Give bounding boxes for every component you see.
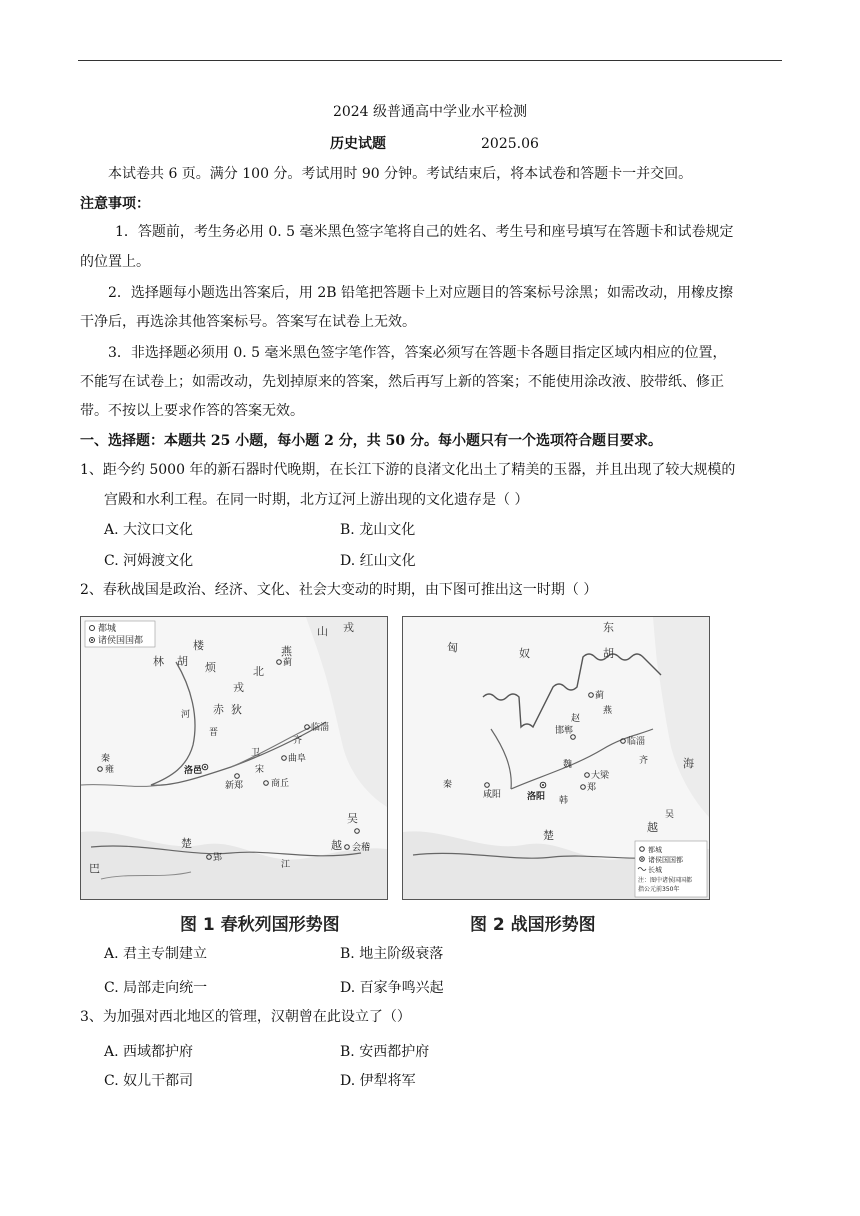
map2-legend-wall: 长城 — [648, 866, 662, 874]
map1-label: 洛邑 — [184, 766, 203, 776]
map-warring-states — [402, 616, 710, 900]
q3-stem: 3、为加强对西北地区的管理，汉朝曾在此设立了（） — [80, 1009, 411, 1025]
notice-item-3-line-1: 3．非选择题必须用 0. 5 毫米黑色签字笔作答，答案必须写在答题卡各题目指定区域内相应的位置， — [108, 345, 727, 361]
map1-label: 越 — [331, 839, 342, 852]
map2-label: 邯郸 — [555, 726, 574, 736]
map1-label: 曲阜 — [288, 754, 307, 764]
map1-label: 临淄 — [311, 723, 330, 733]
map2-label: 海 — [683, 757, 694, 770]
map1-label: 楼 — [193, 639, 204, 652]
map-spring-autumn — [80, 616, 388, 900]
map1-label: 燕 — [281, 645, 292, 658]
q2-option-d: D. 百家争鸣兴起 — [340, 980, 444, 996]
map1-legend-capital: 都城 — [98, 624, 117, 634]
map1-label: 林 — [153, 655, 164, 668]
map1-label: 赤 — [213, 703, 224, 716]
q1-option-d: D. 红山文化 — [340, 553, 416, 569]
map1-label: 宋 — [255, 765, 265, 775]
map1-label: 蓟 — [283, 658, 293, 668]
map2-label: 蓟 — [595, 691, 605, 701]
top-rule — [78, 60, 782, 61]
map2-label: 洛阳 — [527, 792, 546, 802]
map1-label: 会稽 — [352, 843, 371, 853]
map1-label: 新郑 — [225, 781, 244, 791]
map2-label: 大梁 — [591, 771, 610, 781]
q3-option-d: D. 伊犁将军 — [340, 1073, 416, 1089]
map1-legend-state-capital: 诸侯国国都 — [98, 636, 144, 646]
q2-option-a: A. 君主专制建立 — [104, 946, 208, 962]
map2-label: 匈 — [447, 641, 458, 654]
exam-subject: 历史试题 — [330, 136, 386, 152]
map2-label: 奴 — [519, 647, 530, 660]
map1-label: 河 — [181, 710, 191, 720]
q1-stem-line-2: 宫殿和水利工程。在同一时期，北方辽河上游出现的文化遗存是（ ） — [104, 492, 529, 508]
q2-maps — [80, 616, 720, 940]
map1-label: 吴 — [347, 812, 358, 825]
map2-label: 东 — [603, 621, 614, 634]
exam-date: 2025.06 — [481, 136, 539, 152]
map1-label: 郢 — [213, 853, 223, 863]
map2-label: 齐 — [639, 756, 649, 766]
notice-item-1-line-1: 1．答题前，考生务必用 0. 5 毫米黑色签字笔将自己的姓名、考生号和座号填写在答题卡和试卷规定 — [115, 224, 734, 240]
map2-label: 赵 — [571, 714, 581, 724]
notice-heading: 注意事项： — [80, 196, 150, 212]
q1-stem-line-1: 1、距今约 5000 年的新石器时代晚期，在长江下游的良渚文化出土了精美的玉器，并且出现了较大规模的 — [80, 462, 736, 478]
q1-option-a: A. 大汶口文化 — [104, 522, 194, 538]
map1-label: 烦 — [205, 661, 216, 674]
map1-label: 戎 — [343, 621, 354, 634]
map2-caption: 图 2 战国形势图 — [470, 915, 596, 935]
notice-item-1-line-2: 的位置上。 — [80, 254, 150, 270]
map1-label: 卫 — [251, 748, 261, 758]
map2-label: 楚 — [543, 829, 554, 842]
map1-label: 巴 — [89, 862, 100, 875]
map2-label: 燕 — [603, 706, 613, 716]
q3-option-c: C. 奴儿干都司 — [104, 1073, 194, 1089]
q2-option-b: B. 地主阶级衰落 — [340, 946, 444, 962]
map1-caption: 图 1 春秋列国形势图 — [180, 915, 340, 935]
map2-label: 胡 — [603, 647, 614, 660]
notice-item-2-line-2: 干净后，再选涂其他答案标号。答案写在试卷上无效。 — [80, 314, 416, 330]
map1-label: 商丘 — [271, 779, 290, 789]
map2-legend-note-2: 指公元前350年 — [638, 886, 680, 893]
exam-intro: 本试卷共 6 页。满分 100 分。考试用时 90 分钟。考试结束后，将本试卷和答题卡一并交回。 — [108, 166, 693, 182]
map1-label: 雍 — [105, 765, 115, 775]
notice-item-3-line-3: 带。不按以上要求作答的答案无效。 — [80, 403, 304, 419]
q3-option-b: B. 安西都护府 — [340, 1044, 430, 1060]
map1-label: 狄 — [231, 703, 242, 716]
map2-label: 韩 — [559, 796, 569, 806]
q3-option-a: A. 西域都护府 — [104, 1044, 194, 1060]
q1-option-b: B. 龙山文化 — [340, 522, 416, 538]
map2-label: 咸阳 — [483, 790, 502, 800]
map1-label: 晋 — [209, 728, 219, 738]
section-heading: 一、选择题：本题共 25 小题，每小题 2 分，共 50 分。每小题只有一个选项符合题目要求。 — [80, 433, 662, 449]
map2-label: 吴 — [665, 810, 675, 820]
map2-legend-capital: 都城 — [648, 846, 662, 854]
map2-label: 秦 — [443, 780, 453, 790]
map1-label: 江 — [281, 860, 291, 870]
q2-stem: 2、春秋战国是政治、经济、文化、社会大变动的时期，由下图可推出这一时期（ ） — [80, 582, 598, 598]
map2-label: 魏 — [563, 760, 573, 770]
map1-label: 山 — [317, 625, 328, 638]
q1-option-c: C. 河姆渡文化 — [104, 553, 194, 569]
map2-label: 越 — [647, 821, 658, 834]
map1-label: 秦 — [101, 754, 111, 764]
map1-label: 楚 — [181, 837, 192, 850]
map2-label: 临淄 — [627, 737, 646, 747]
map1-label: 北 — [253, 665, 264, 678]
map1-label: 齐 — [293, 736, 303, 746]
notice-item-3-line-2: 不能写在试卷上；如需改动，先划掉原来的答案，然后再写上新的答案；不能使用涂改液、胶带纸、修正 — [80, 374, 724, 390]
map1-label: 戎 — [233, 681, 244, 694]
map1-label: 胡 — [177, 655, 188, 668]
map2-label: 郑 — [587, 783, 597, 793]
map2-legend-state-capital: 诸侯国国都 — [648, 856, 683, 864]
q2-option-c: C. 局部走向统一 — [104, 980, 208, 996]
exam-title: 2024 级普通高中学业水平检测 — [332, 104, 528, 120]
notice-item-2-line-1: 2．选择题每小题选出答案后，用 2B 铅笔把答题卡上对应题目的答案标号涂黑；如需改动，用橡皮擦 — [108, 285, 734, 301]
map2-legend-note-1: 注：图中诸侯国国都 — [638, 877, 693, 884]
